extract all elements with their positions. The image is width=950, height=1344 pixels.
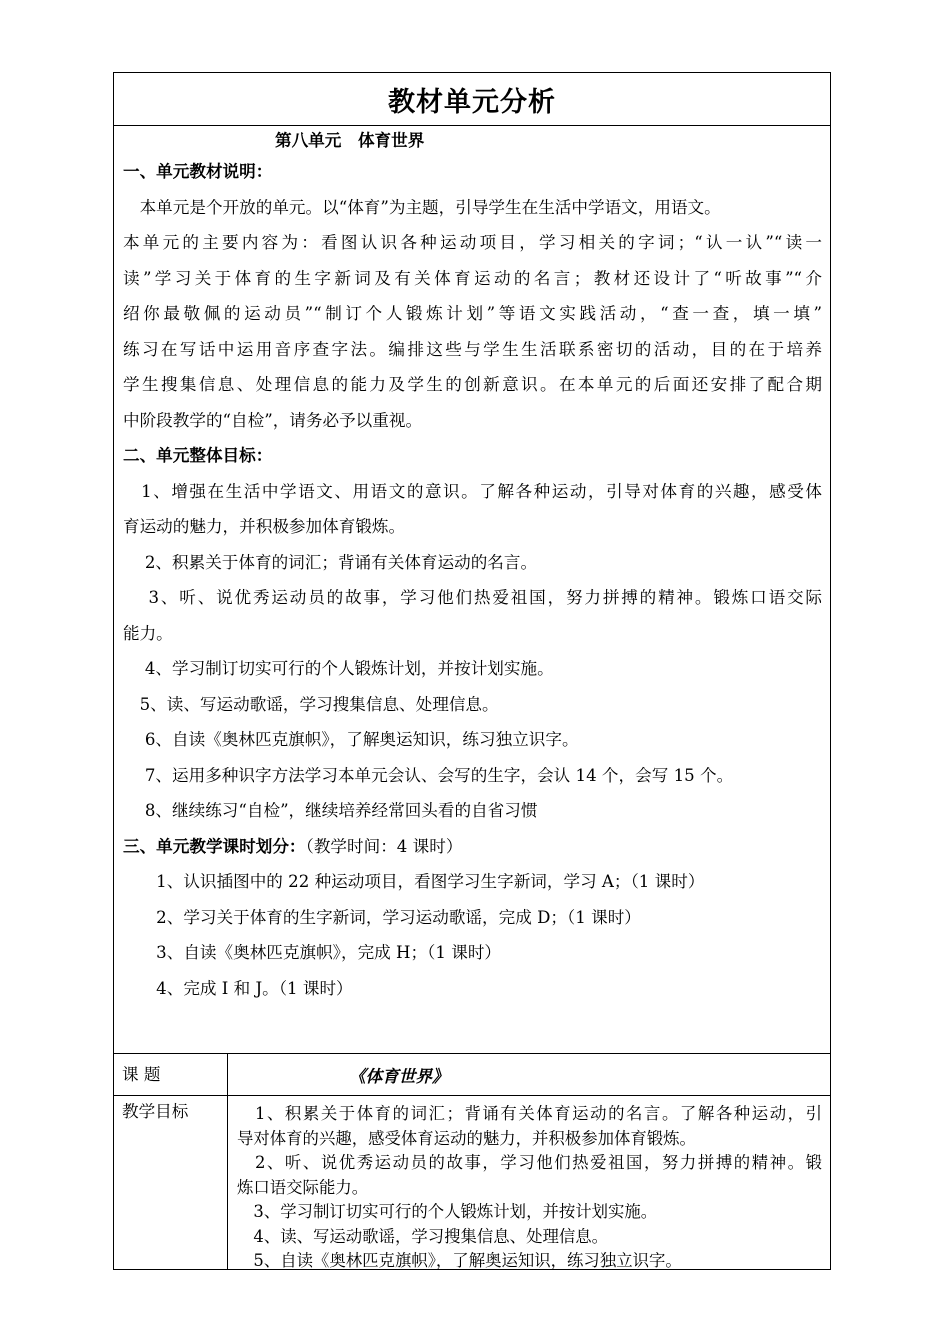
lesson-goal-line: 炼口语交际能力。 bbox=[237, 1177, 369, 1197]
section1-line: 中阶段教学的“自检”，请务必予以重视。 bbox=[123, 410, 423, 430]
lesson-topic-row bbox=[114, 1054, 830, 1096]
lesson-goal-line: 3、学习制订切实可行的个人锻炼计划，并按计划实施。 bbox=[237, 1202, 658, 1221]
lesson-goal-line: 4、读、写运动歌谣，学习搜集信息、处理信息。 bbox=[237, 1226, 609, 1246]
topic-label: 课 题 bbox=[114, 1054, 228, 1095]
unit-analysis-content bbox=[114, 126, 830, 1054]
schedule-line: 2、学习关于体育的生字新词，学习运动歌谣，完成 D；（1 课时） bbox=[123, 907, 641, 927]
section1-heading: 一、单元教材说明： bbox=[123, 162, 273, 181]
section3-heading-note: （教学时间：4 课时） bbox=[305, 836, 463, 856]
lesson-goal-line: 导对体育的兴趣，感受体育运动的魅力，并积极参加体育锻炼。 bbox=[237, 1128, 696, 1148]
schedule-line: 1、认识插图中的 22 种运动项目，看图学习生字新词，学习 A；（1 课时） bbox=[123, 872, 705, 891]
lesson-goal-line: 2、听、说优秀运动员的故事，学习他们热爱祖国，努力拼搏的精神。锻 bbox=[237, 1153, 822, 1172]
section1-body bbox=[123, 190, 822, 439]
section1-line: 本单元是个开放的单元。以“体育”为主题，引导学生在生活中学语文，用语文。 bbox=[123, 197, 721, 217]
section1-line: 练习在写话中运用音序查字法。编排这些与学生生活联系密切的活动，目的在于培养 bbox=[123, 339, 822, 359]
analysis-table bbox=[113, 72, 831, 1270]
lesson-goal-line: 1、积累关于体育的词汇；背诵有关体育运动的名言。了解各种运动，引 bbox=[237, 1104, 822, 1123]
doc-title: 教材单元分析 bbox=[388, 86, 556, 118]
goal-line: 7、运用多种识字方法学习本单元会认、会写的生字，会认 14 个，会写 15 个。 bbox=[123, 765, 734, 785]
goal-line: 4、学习制订切实可行的个人锻炼计划，并按计划实施。 bbox=[123, 659, 554, 678]
section1-line: 本单元的主要内容为：看图认识各种运动项目，学习相关的字词；“认一认”“读一 bbox=[123, 233, 822, 252]
goals-label: 教学目标 bbox=[114, 1096, 228, 1269]
topic-value: 《体育世界》 bbox=[349, 1066, 449, 1086]
goal-line: 3、听、说优秀运动员的故事，学习他们热爱祖国，努力拼搏的精神。锻炼口语交际 bbox=[123, 588, 822, 607]
section1-line: 学生搜集信息、处理信息的能力及学生的创新意识。在本单元的后面还安排了配合期 bbox=[123, 375, 822, 394]
goal-line: 5、读、写运动歌谣，学习搜集信息、处理信息。 bbox=[123, 694, 499, 714]
lesson-goal-line: 5、自读《奥林匹克旗帜》，了解奥运知识，练习独立识字。 bbox=[237, 1251, 682, 1270]
unit-title: 第八单元 体育世界 bbox=[275, 131, 425, 150]
title-row bbox=[114, 73, 830, 126]
goal-line: 育运动的魅力，并积极参加体育锻炼。 bbox=[123, 517, 406, 536]
lesson-goals-row bbox=[114, 1096, 830, 1269]
schedule-line: 3、自读《奥林匹克旗帜》，完成 H；（1 课时） bbox=[123, 943, 502, 962]
goals-value-cell bbox=[228, 1096, 830, 1269]
goal-line: 1、增强在生活中学语文、用语文的意识。了解各种运动，引导对体育的兴趣，感受体 bbox=[123, 481, 822, 501]
section3-heading-line bbox=[123, 829, 822, 865]
goal-line: 2、积累关于体育的词汇；背诵有关体育运动的名言。 bbox=[123, 552, 538, 572]
section1-line: 绍你最敬佩的运动员”“制订个人锻炼计划”等语文实践活动，“查一查，填一填” bbox=[123, 304, 822, 323]
topic-value-cell bbox=[228, 1054, 830, 1095]
goal-line: 能力。 bbox=[123, 623, 173, 643]
section3-body bbox=[123, 864, 822, 1006]
section2-body bbox=[123, 474, 822, 829]
section1-line: 读”学习关于体育的生字新词及有关体育运动的名言；教材还设计了“听故事”“介 bbox=[123, 268, 822, 288]
section3-heading: 三、单元教学课时划分： bbox=[123, 836, 306, 856]
section2-heading: 二、单元整体目标： bbox=[123, 446, 273, 465]
goal-line: 8、继续练习“自检”，继续培养经常回头看的自省习惯 bbox=[123, 801, 538, 820]
schedule-line: 4、完成 I 和 J。（1 课时） bbox=[123, 978, 353, 998]
goal-line: 6、自读《奥林匹克旗帜》，了解奥运知识，练习独立识字。 bbox=[123, 730, 579, 749]
